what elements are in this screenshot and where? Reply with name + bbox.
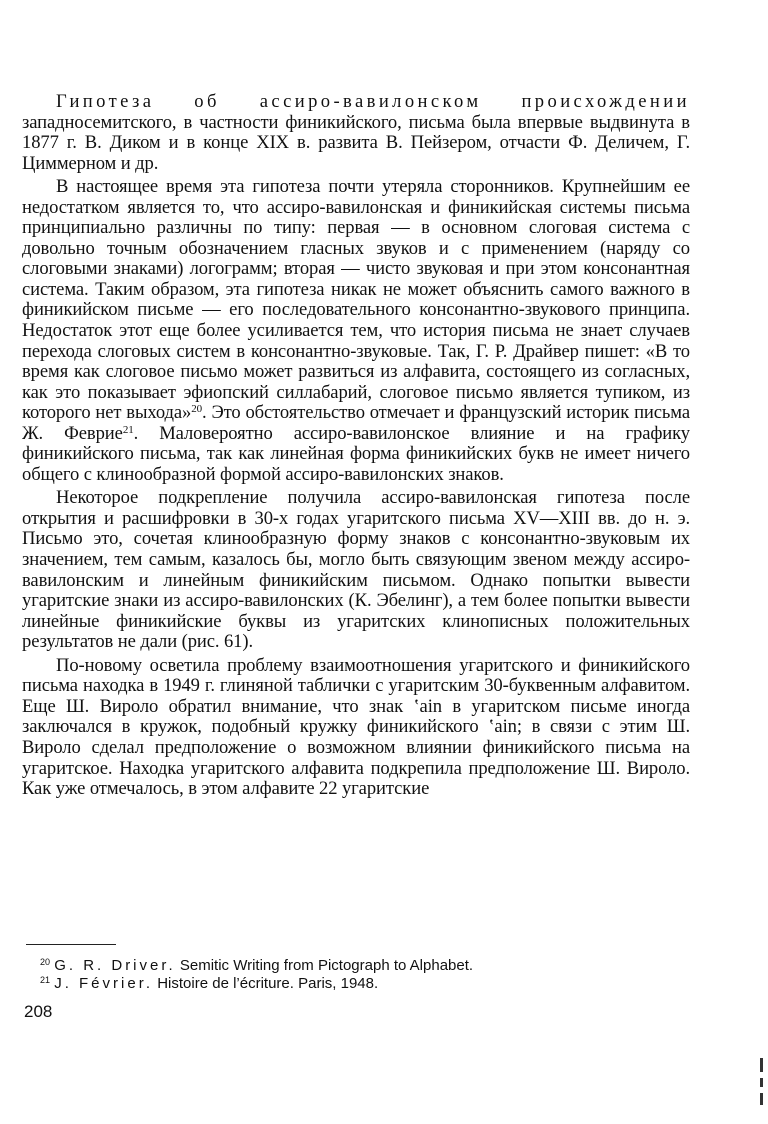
footnote-21 [40,975,378,993]
paragraph-3: Некоторое подкрепление получила ассиро-вавилонская гипотеза после открытия и расшифровки в 30-х годах угаритского письма XV—XIII вв. до н. э. Письмо это, сочетая клинообразную форму знаков с консонантно-звуковым их значением, тем самым, казалось бы, могло быть связующим звеном между ассиро-вавилонским и линейным финикийским письмом. Однако попытки вывести угаритские знаки из ассиро-вавилонских (К. Эбелинг), а тем более попытки вывести линейные финикийские буквы из угаритских клинописных положительных результатов не дали (рис. 61). [22,487,690,653]
footnote-ref-21: 21 [122,423,134,436]
footnote-author: J. Février. [54,975,154,992]
paragraph-4: По-новому осветила проблему взаимоотношения угаритского и финикийского письма находка в 1949 г. глиняной таблички с угаритским 30-буквенным алфавитом. Еще Ш. Вироло обратил внимание, что знак ʽain в угаритском письме иногда заключался в кружок, подобный кружку финикийского ʽain; в связи с этим Ш. Вироло сделал предположение о возможном влиянии финикийского письма на угаритское. Находка угаритского алфавита подкрепила предположение Ш. Вироло. Как уже отмечалось, в этом алфавите 22 угаритские [22,654,690,800]
paragraph-2-text-b: . Это обстоятельство отмечает и французский историк письма Ж. Феврие [22,402,690,444]
footnote-divider [26,944,116,945]
paragraph-1-text: западносемитского, в частности финикийского, письма была впервые выдвинута в 1877 г. В. Диком и в конце XIX в. развита В. Пейзером, отчасти Ф. Деличем, Г. Циммерном и др. [22,111,690,174]
footnote-number: 20 [40,957,51,967]
paragraph-2 [22,177,690,485]
footnote-number: 21 [40,975,51,985]
page-number: 208 [24,1002,53,1021]
paragraph-2-text-c: . Маловероятно ассиро-вавилонское влияние и на графику финикийского письма, так как линейная форма финикийских букв не имеет ничего общего с клинообразной формой ассиро-вавилонских знаков. [22,422,691,485]
page-body [22,92,690,800]
paragraph-1 [22,92,690,174]
scan-edge-marks [760,1058,766,1124]
spaced-heading: Гипотеза об ассиро-вавилонском происхождении [56,91,690,112]
footnote-text: Histoire de l’écriture. Paris, 1948. [153,975,379,992]
footnote-text: Semitic Writing from Pictograph to Alphabet. [175,957,474,974]
footnote-20 [40,957,473,975]
footnote-author: G. R. Driver. [54,957,176,974]
footnote-ref-20: 20 [191,403,203,416]
paragraph-2-text-a: В настоящее время эта гипотеза почти утеряла сторонников. Крупнейшим ее недостатком является то, что ассиро-вавилонская и финикийская системы письма принципиально различны по типу: первая — в основном слоговая система с довольно точным обозначением гласных звуков и с применением (наряду со слоговыми знаками) логограмм; вторая — чисто звуковая и при этом консонантная система. Таким образом, эта гипотеза никак не может объяснить самого важного в финикийском письме — его последовательного консонантно-звукового принципа. Недостаток этот еще более усиливается тем, что история письма не знает случаев перехода слоговых систем в консонантно-звуковые. Так, Г. Р. Драйвер пишет: «В то время как слоговое письмо может развиться из алфавита, состоящего из согласных, как это показывает эфиопский силлабарий, слоговое письмо является тупиком, из которого нет выхода» [22,176,690,424]
